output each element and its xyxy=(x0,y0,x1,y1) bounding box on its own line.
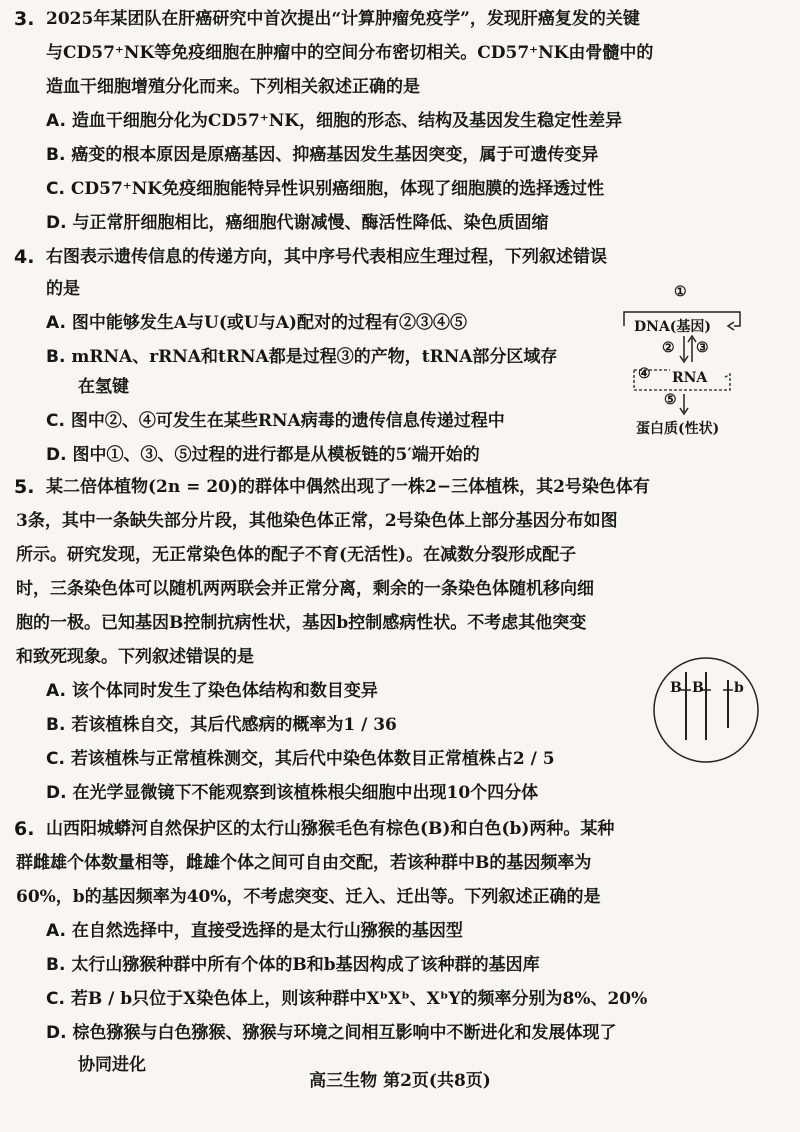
option-c xyxy=(46,744,555,774)
question-number: 5. xyxy=(14,476,35,498)
protein-label: 蛋白质(性状) xyxy=(636,421,720,437)
option-a xyxy=(46,916,463,946)
option-b xyxy=(46,140,598,170)
option-letter: C. xyxy=(46,989,65,1009)
option-text: 在自然选择中，直接受选择的是太行山猕猴的基因型 xyxy=(71,921,463,941)
option-letter: C. xyxy=(46,749,65,769)
question-stem-line: 山西阳城蟒河自然保护区的太行山猕猴毛色有棕色(B)和白色(b)两种。某种 xyxy=(46,819,615,839)
option-letter: A. xyxy=(46,313,66,333)
question-stem-line: 的是 xyxy=(46,279,80,299)
question-stem-line: 群雌雄个体数量相等，雌雄个体之间可自由交配，若该种群中B的基因频率为 xyxy=(16,853,592,873)
option-letter: D. xyxy=(46,783,67,803)
option-text: 若B / b只位于X染色体上，则该种群中XᵇXᵇ、XᵇY的频率分别为8%、20% xyxy=(70,989,648,1009)
option-letter: D. xyxy=(46,1023,67,1043)
option-text: mRNA、rRNA和tRNA都是过程③的产物，tRNA部分区域存 xyxy=(71,347,558,367)
process-4-label: ④ xyxy=(638,366,651,382)
option-text: 若该植株自交，其后代感病的概率为1 / 36 xyxy=(71,715,397,735)
question-stem-line: 60%，b的基因频率为40%，不考虑突变、迁入、迁出等。下列叙述正确的是 xyxy=(16,887,601,907)
option-letter: A. xyxy=(46,681,66,701)
gene-B-label: B xyxy=(670,680,682,696)
option-text: 若该植株与正常植株测交，其后代中染色体数目正常植株占2 / 5 xyxy=(70,749,555,769)
option-d xyxy=(46,1018,617,1048)
option-letter: B. xyxy=(46,347,66,367)
option-text: 癌变的根本原因是原癌基因、抑癌基因发生基因突变，属于可遗传变异 xyxy=(71,145,599,165)
page-footer: 高三生物 第2页(共8页) xyxy=(309,1071,491,1091)
arrowhead xyxy=(728,322,734,330)
process-1-label: ① xyxy=(674,284,687,300)
option-text: 图中①、③、⑤过程的进行都是从模板链的5′端开始的 xyxy=(72,445,480,465)
question-stem-line: 与CD57⁺NK等免疫细胞在肿瘤中的空间分布密切相关。CD57⁺NK由骨髓中的 xyxy=(46,43,654,63)
question-number: 4. xyxy=(14,246,35,268)
option-a xyxy=(46,106,622,136)
option-text: CD57⁺NK免疫细胞能特异性识别癌细胞，体现了细胞膜的选择透过性 xyxy=(70,179,605,199)
gene-b-label: b xyxy=(734,680,744,696)
chromosome-figure xyxy=(650,654,762,766)
question-stem-line: 右图表示遗传信息的传递方向，其中序号代表相应生理过程，下列叙述错误 xyxy=(46,247,607,267)
option-text: 图中能够发生A与U(或U与A)配对的过程有②③④⑤ xyxy=(71,313,467,333)
process-2-label: ② xyxy=(662,340,675,356)
question-stem-line: 造血干细胞增殖分化而来。下列相关叙述正确的是 xyxy=(46,77,420,97)
option-text: 在光学显微镜下不能观察到该植株根尖细胞中出现10个四分体 xyxy=(72,783,539,803)
option-b xyxy=(46,342,557,372)
question-stem-line: 2025年某团队在肝癌研究中首次提出“计算肿瘤免疫学”，发现肝癌复发的关键 xyxy=(46,9,640,29)
option-letter: C. xyxy=(46,411,65,431)
question-number: 3. xyxy=(14,8,35,30)
option-d xyxy=(46,440,480,470)
option-text: 图中②、④可发生在某些RNA病毒的遗传信息传递过程中 xyxy=(70,411,505,431)
option-b xyxy=(46,710,397,740)
option-letter: A. xyxy=(46,921,66,941)
option-letter: D. xyxy=(46,445,67,465)
process-3-label: ③ xyxy=(696,340,709,356)
question-stem-line: 胞的一极。已知基因B控制抗病性状，基因b控制感病性状。不考虑其他突变 xyxy=(16,613,587,633)
process-5-label: ⑤ xyxy=(664,392,677,408)
gene-B-label: B xyxy=(692,680,704,696)
option-c xyxy=(46,984,647,1014)
option-letter: D. xyxy=(46,213,67,233)
cell-circle-figure xyxy=(650,654,762,766)
information-flow-diagram xyxy=(612,282,762,442)
option-a xyxy=(46,308,467,338)
option-b-continuation: 在氢键 xyxy=(78,377,129,397)
option-letter: B. xyxy=(46,145,66,165)
question-stem-line: 某二倍体植物(2n = 20)的群体中偶然出现了一株2−三体植株，其2号染色体有 xyxy=(46,477,650,497)
option-text: 造血干细胞分化为CD57⁺NK，细胞的形态、结构及基因发生稳定性差异 xyxy=(71,111,623,131)
option-text: 该个体同时发生了染色体结构和数目变异 xyxy=(71,681,378,701)
option-text: 棕色猕猴与白色猕猴、猕猴与环境之间相互影响中不断进化和发展体现了 xyxy=(72,1023,617,1043)
option-c xyxy=(46,174,604,204)
question-number: 6. xyxy=(14,818,35,840)
question-stem-line: 3条，其中一条缺失部分片段，其他染色体正常，2号染色体上部分基因分布如图 xyxy=(16,511,618,531)
option-text: 太行山猕猴种群中所有个体的B和b基因构成了该种群的基因库 xyxy=(71,955,540,975)
question-stem-line: 所示。研究发现，无正常染色体的配子不育(无活性)。在减数分裂形成配子 xyxy=(16,545,577,565)
option-d xyxy=(46,778,538,808)
option-text: 与正常肝细胞相比，癌细胞代谢减慢、酶活性降低、染色质固缩 xyxy=(72,213,549,233)
dna-label: DNA(基因) xyxy=(634,319,712,335)
question-stem-line: 和致死现象。下列叙述错误的是 xyxy=(16,647,254,667)
option-b xyxy=(46,950,540,980)
option-letter: B. xyxy=(46,955,66,975)
question-stem-line: 时，三条染色体可以随机两两联会并正常分离，剩余的一条染色体随机移向细 xyxy=(16,579,594,599)
option-letter: C. xyxy=(46,179,65,199)
option-c xyxy=(46,406,505,436)
option-letter: B. xyxy=(46,715,66,735)
option-d-continuation: 协同进化 xyxy=(78,1055,146,1075)
option-a xyxy=(46,676,378,706)
rna-label: RNA xyxy=(672,370,708,386)
option-d xyxy=(46,208,549,238)
option-letter: A. xyxy=(46,111,66,131)
